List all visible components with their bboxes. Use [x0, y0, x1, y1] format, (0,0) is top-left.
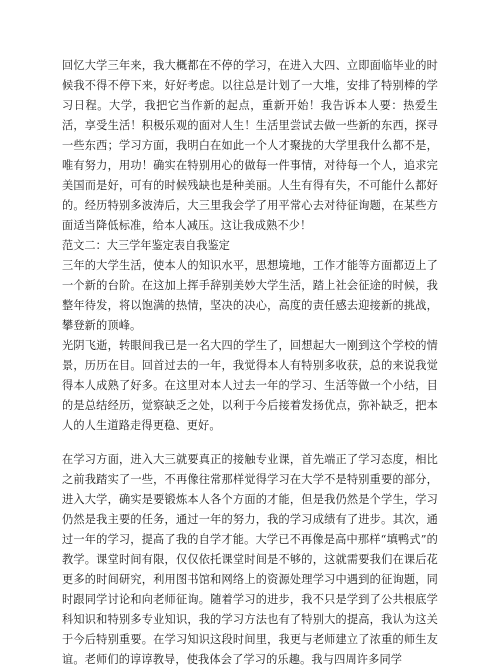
paragraph-study: 在学习方面，进入大三就要真正的接触专业课，首先端正了学习态度，相比之前我踏实了一些，不再像往常那样觉得学习在大学不是特别重要的部分，进入大学，确实是要锻炼本人各个方面的才能，但是我仍然是个学生，学习仍然是我主要的任务，通过一年的努力，我的学习成绩有了进步。其次，通过一年的学习，提高了我的自学才能。大学已不再像是高中那样“填鸭式”的教学。课堂时间有限，仅仅依托课堂时间是不够的，这就需要我们在课后花更多的时间研究，利用图书馆和网络上的资源处理学习中遇到的征询题，同时跟同学讨论和向老师征询。随着学习的进步，我不只是学到了公共根底学科知识和特别多专业知识，我的学习方法也有了特别大的提高，我认为这关于今后特别重要。在学习知识这段时间里，我更与老师建立了浓重的师生友谊。老师们的谆谆教导，使我体会了学习的乐趣。我与四周许多同学: [62, 453, 438, 666]
section-heading: 范文二：大三学年鉴定表自我鉴定: [62, 239, 230, 252]
paragraph-time: 光阴飞逝，转眼间我已是一名大四的学生了，回想起大一刚到这个学校的情景，历历在目。回首过去的一年，我觉得本人有特别多收获，总的来说我觉得本人成熟了好多。在这里对本人过去一年的学习、生活等做一个小结，目的是总结经历，觉察缺乏之处，以利于今后接着发扬优点，弥补缺乏，把本人的人生道路走得更稳、更好。: [62, 339, 438, 432]
paragraph-reflection: 回忆大学三年来，我大概都在不停的学习，在进入大四、立即面临毕业的时候我不得不停下来，好好考虑。以往总是计划了一大堆，安排了特别棒的学习日程。大学，我把它当作新的起点，重新开始！我告诉本人要：热爱生活，享受生活！积极乐观的面对人生！生活里尝试去做一些新的东西，探寻一些东西；学习方面，我明白在如此一个人才聚拢的大学里我什么都不是，唯有努力，用功！确实在特别用心的做每一件事情，对待每一个人，追求完美国而是好，可有的时候残缺也是种美丽。人生有得有失，不可能什么都好的。经历特别多波涛后，大三里我会学了用平常心去对待征询题，在某些方面适当降低标准，给本人减压。这让我成熟不少！: [62, 59, 438, 232]
paragraph-intro: 三年的大学生活，使本人的知识水平，思想境地，工作才能等方面都迈上了一个新的台阶。在这加上挥手辞别美妙大学生活，踏上社会征途的时候，我整年待发，将以饱满的热情，坚决的决心，高度的责任感去迎接新的挑战，攀登新的顶峰。: [62, 259, 438, 332]
paragraph-gap: [62, 436, 438, 450]
document-page: [62, 56, 438, 670]
